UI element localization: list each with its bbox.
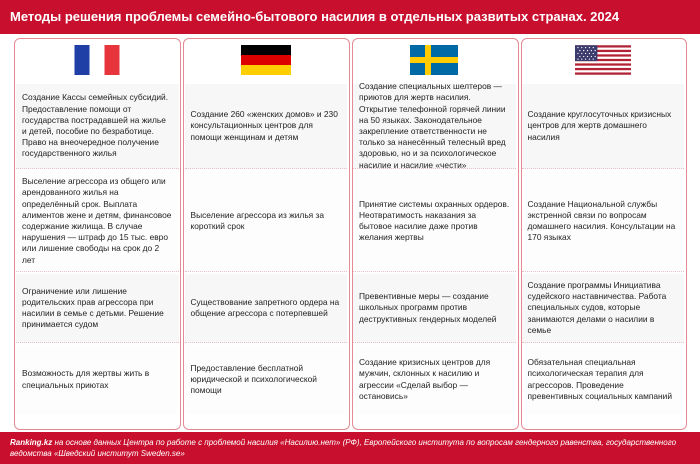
measure-sweden-2: Принятие системы охранных ордеров. Неотвратимость наказания за бытовое насилие даже против желания жертвы [353, 171, 516, 272]
measure-usa-1: Создание круглосуточных кризисных центров для жертв домашнего насилия [522, 84, 685, 169]
measure-sweden-1: Создание специальных шелтеров — приютов для жертв насилия. Открытие телефонной горячей линии на 50 языках. Законодательное закрепление ответственности не только за нанесённый телесный вред здоровью, но и за психологическое насилие и насилие «чести» [353, 84, 516, 169]
measure-usa-2: Создание Национальной службы экстренной связи по вопросам домашнего насилия. Консультации на 170 языках [522, 171, 685, 272]
flag-cell-germany [183, 38, 350, 82]
source-brand: Ranking.kz [10, 438, 53, 447]
measure-sweden-4: Создание кризисных центров для мужчин, склонных к насилию и агрессии «Сделай выбор — остановись» [353, 345, 516, 414]
measure-sweden-3: Превентивные меры — создание школьных программ против деструктивных гендерных моделей [353, 274, 516, 343]
measure-france-2: Выселение агрессора из общего или арендованного жилья на определённый срок. Выплата алиментов жене и детям, финансовое содержание жилища. В случае нарушения — штраф до 15 тыс. евро или лишение свободы на срок до 2 лет [16, 171, 179, 272]
measure-germany-3: Существование запретного ордера на общение агрессора с потерпевшей [185, 274, 348, 343]
measure-germany-4: Предоставление бесплатной юридической и психологической помощи [185, 345, 348, 414]
measure-france-1: Создание Кассы семейных субсидий. Предоставление помощи от государства пострадавшей на жилье и детей, пособие по безработице. Право на внеочередное получение государственного жилья [16, 84, 179, 169]
france-flag-icon [69, 45, 125, 75]
measure-germany-1: Создание 260 «женских домов» и 230 консультационных центров для помощи женщинам и детям [185, 84, 348, 169]
flag-cell-usa [520, 38, 687, 82]
sweden-flag-icon [406, 45, 462, 75]
comparison-table [14, 38, 686, 430]
usa-flag-icon [575, 45, 631, 75]
flag-cell-sweden [351, 38, 518, 82]
measure-usa-3: Создание программы Инициатива судейского наставничества. Работа специальных судов, которые занимаются делами о насилии в семье [522, 274, 685, 343]
flag-cell-france [14, 38, 181, 82]
measure-germany-2: Выселение агрессора из жилья за короткий срок [185, 171, 348, 272]
measure-france-4: Возможность для жертвы жить в специальных приютах [16, 345, 179, 414]
measure-usa-4: Обязательная специальная психологическая терапия для агрессоров. Проведение превентивных социальных кампаний [522, 345, 685, 414]
source-text: на основе данных Центра по работе с проблемой насилия «Насилию.нет» (РФ), Европейского института по вопросам гендерного равенства, государственного ведомства «Шведский институт Sweden.se» [10, 438, 677, 458]
source-footer [0, 432, 700, 464]
germany-flag-icon [238, 45, 294, 75]
measure-france-3: Ограничение или лишение родительских прав агрессора при насилии в семье с детьми. Решение принимается судом [16, 274, 179, 343]
page-title: Методы решения проблемы семейно-бытового насилия в отдельных развитых странах. 2024 [0, 0, 700, 34]
